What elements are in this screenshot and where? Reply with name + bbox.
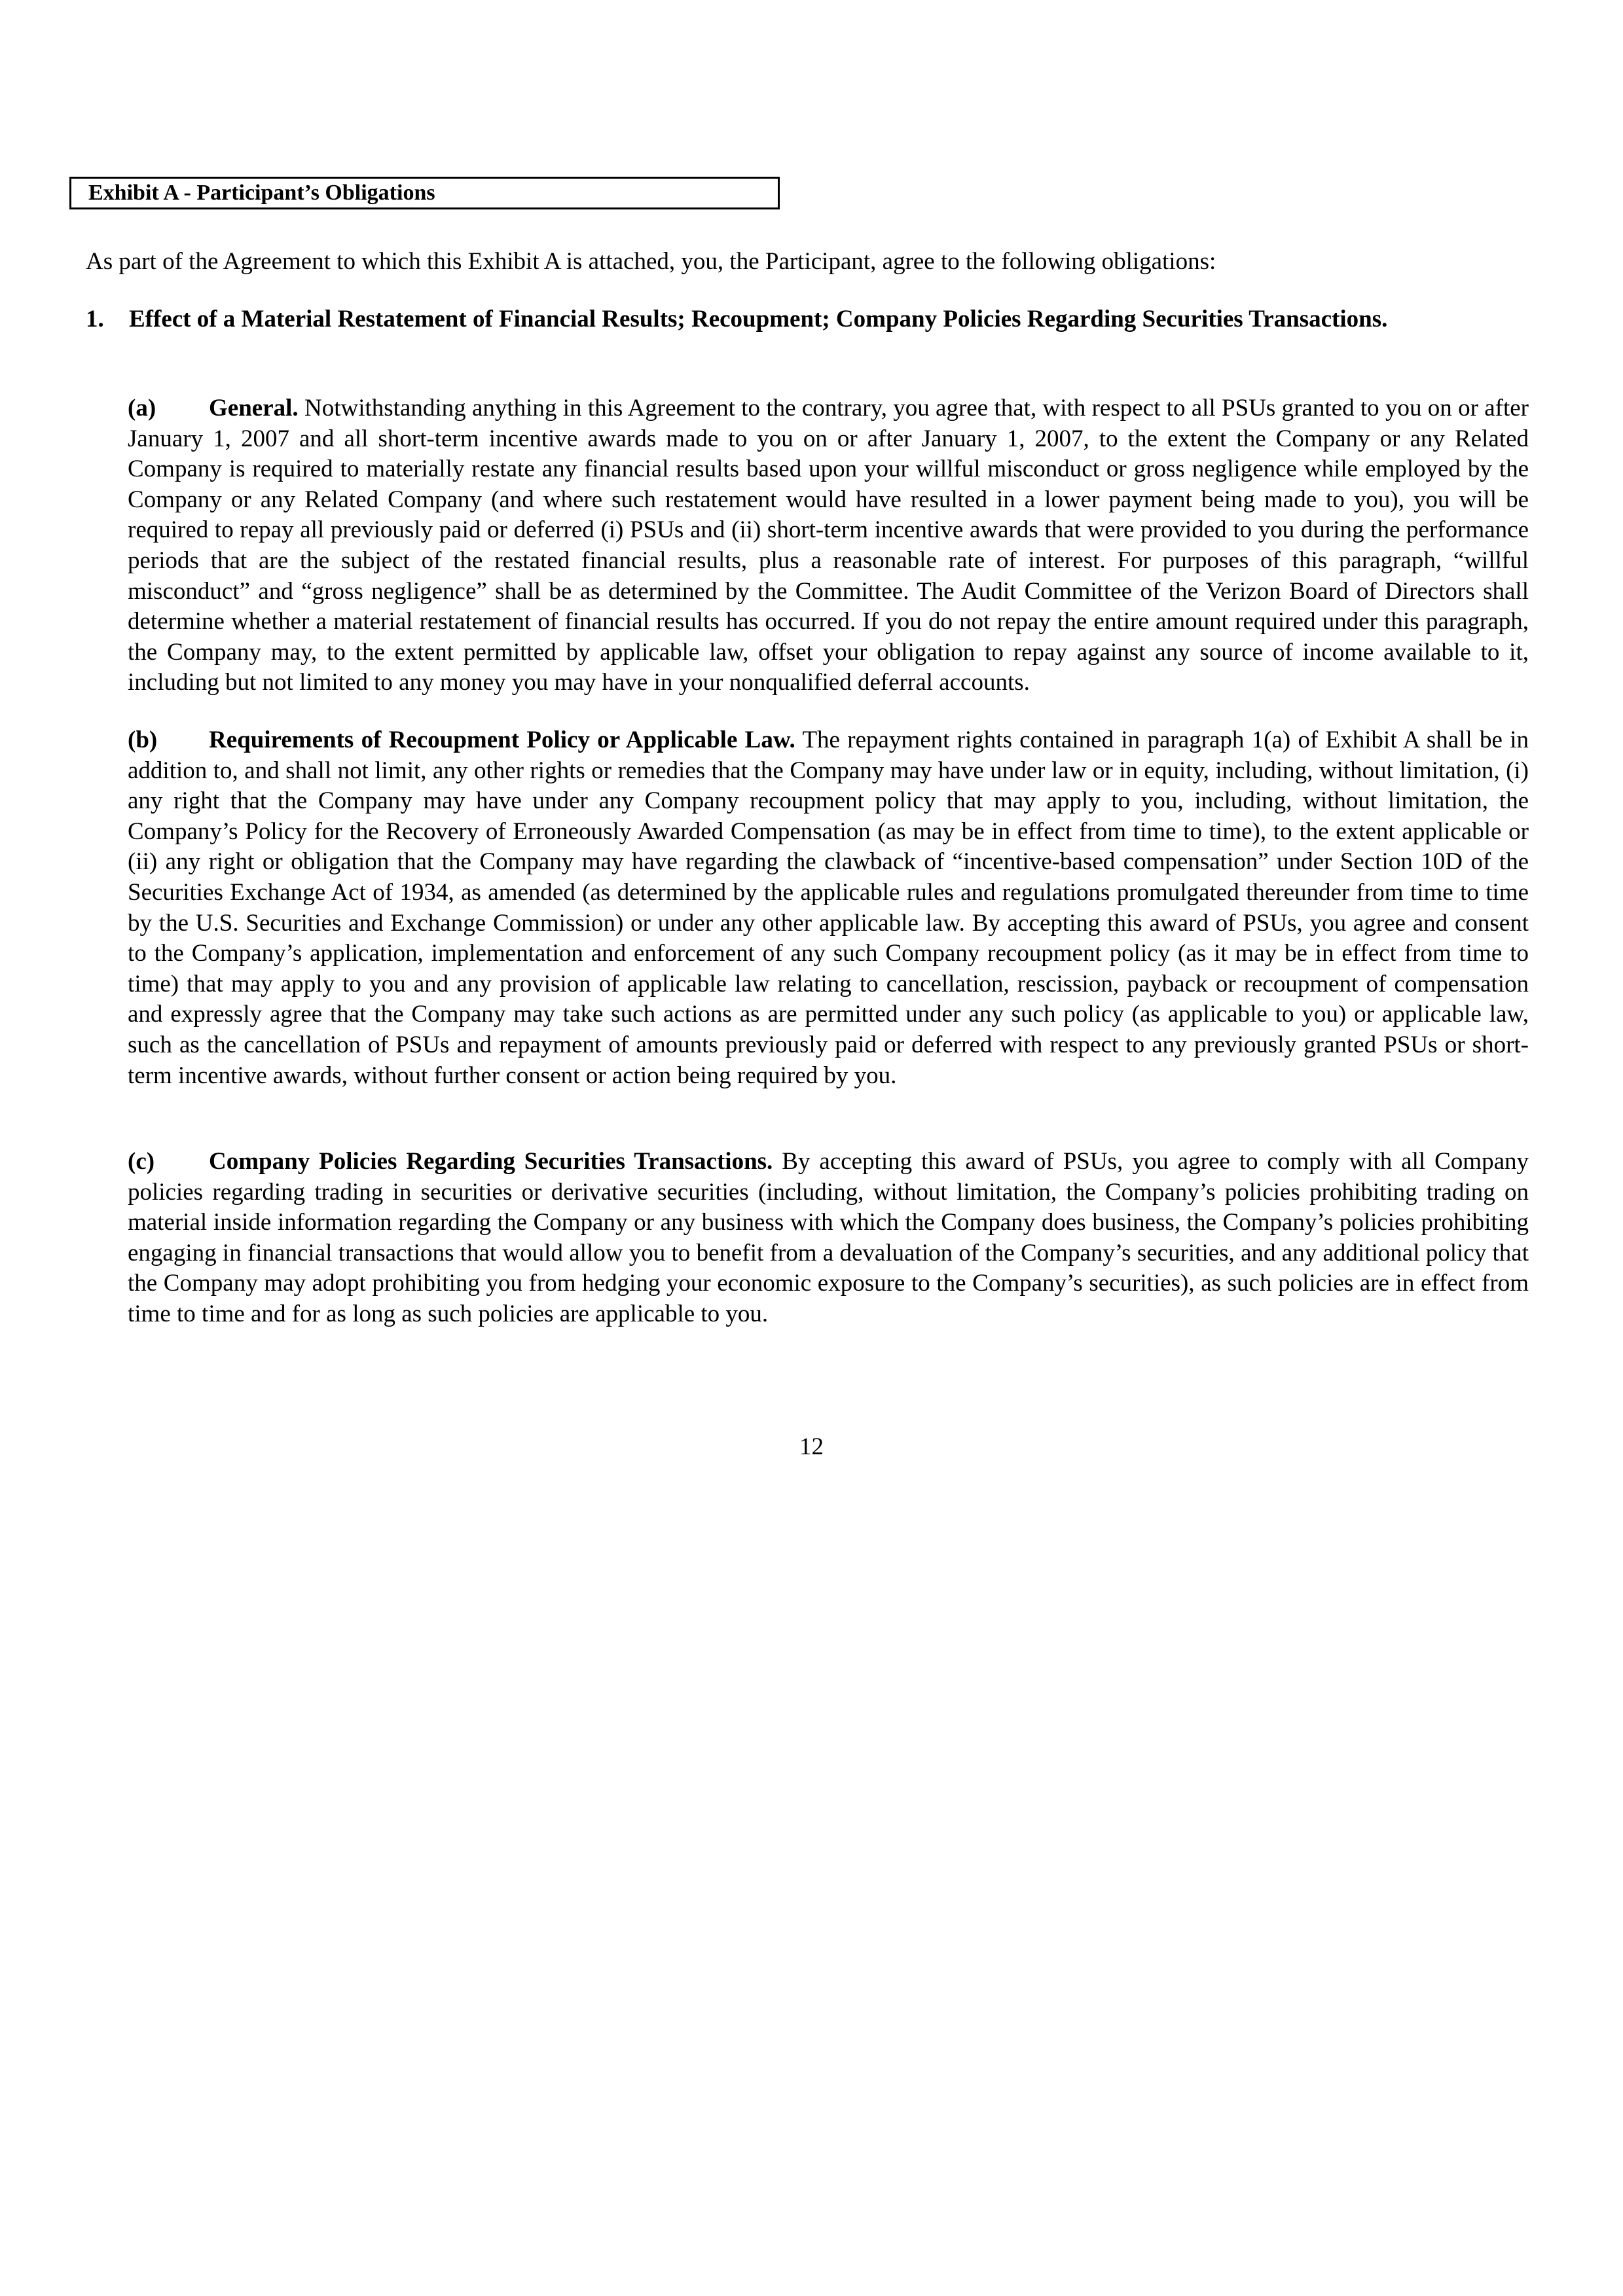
subsection-b-body: The repayment rights contained in paragraph 1(a) of Exhibit A shall be in addition to, and shall not limit, any other rights or remedies that the Company may have under law or in equity, including, without limitation, (i) any right that the Company may have under any Company recoupment policy that may apply to you, including, without limitation, the Company’s Policy for the Recovery of Erroneously Awarded Compensation (as may be in effect from time to time), to the extent applicable or (ii) any right or obligation that the Company may have regarding the clawback of “incentive-based compensation” under Section 10D of the Securities Exchange Act of 1934, as amended (as determined by the applicable rules and regulations promulgated thereunder from time to time by the U.S. Securities and Exchange Commission) or under any other applicable law. By accepting this award of PSUs, you agree and consent to the Company’s application, implementation and enforcement of any such Company recoupment policy (as it may be in effect from time to time) that may apply to you and any provision of applicable law relating to cancellation, rescission, payback or recoupment of compensation and expressly agree that the Company may take such actions as are permitted under any such policy (as applicable to you) or applicable law, such as the cancellation of PSUs and repayment of amounts previously paid or deferred with respect to any previously granted PSUs or short-term incentive awards, without further consent or action being required by you. [128,726,1529,1089]
page-number: 12 [799,1433,824,1460]
subsection-a-title: General. [209,395,299,422]
subsection-c-body: By accepting this award of PSUs, you agree to comply with all Company policies regarding trading in securities or derivative securities (including, without limitation, the Company’s policies prohibiting trading on material inside information regarding the Company or any business with which the Company does business, the Company’s policies prohibiting engaging in financial transactions that would allow you to benefit from a devaluation of the Company’s securities, and any additional policy that the Company may adopt prohibiting you from hedging your economic exposure to the Company’s securities), as such policies are in effect from time to time and for as long as such policies are applicable to you. [128,1148,1529,1327]
subsection-a-body: Notwithstanding anything in this Agreement to the contrary, you agree that, with respect to all PSUs granted to you on or after January 1, 2007 and all short-term incentive awards made to you on or after January 1, 2007, to the extent the Company or any Related Company is required to materially restate any financial results based upon your willful misconduct or gross negligence while employed by the Company or any Related Company (and where such restatement would have resulted in a lower payment being made to you), you will be required to repay all previously paid or deferred (i) PSUs and (ii) short-term incentive awards that were provided to you during the performance periods that are the subject of the restated financial results, plus a reasonable rate of interest. For purposes of this paragraph, “willful misconduct” and “gross negligence” shall be as determined by the Committee. The Audit Committee of the Verizon Board of Directors shall determine whether a material restatement of financial results has occurred. If you do not repay the entire amount required under this paragraph, the Company may, to the extent permitted by applicable law, offset your obligation to repay against any source of income available to it, including but not limited to any money you may have in your nonqualified deferral accounts. [128,395,1529,696]
subsection-a [128,393,1529,698]
subsection-c-label: (c) [128,1148,155,1175]
subsection-c-title: Company Policies Regarding Securities Transactions. [209,1148,773,1175]
subsection-a-label: (a) [128,395,156,422]
exhibit-title: Exhibit A - Participant’s Obligations [88,181,435,205]
exhibit-title-box [69,177,780,209]
subsection-c [128,1147,1529,1330]
subsection-b-label: (b) [128,726,158,753]
section-1-heading [86,304,1395,334]
section-1-number: 1. [86,306,104,332]
subsection-b-title: Requirements of Recoupment Policy or Applicable Law. [209,726,795,753]
subsection-b [128,725,1529,1091]
section-1-title: Effect of a Material Restatement of Financial Results; Recoupment; Company Policies Regarding Securities Transactions. [129,306,1388,332]
intro-paragraph: As part of the Agreement to which this Exhibit A is attached, you, the Participant, agree to the following obligations: [86,248,1216,275]
